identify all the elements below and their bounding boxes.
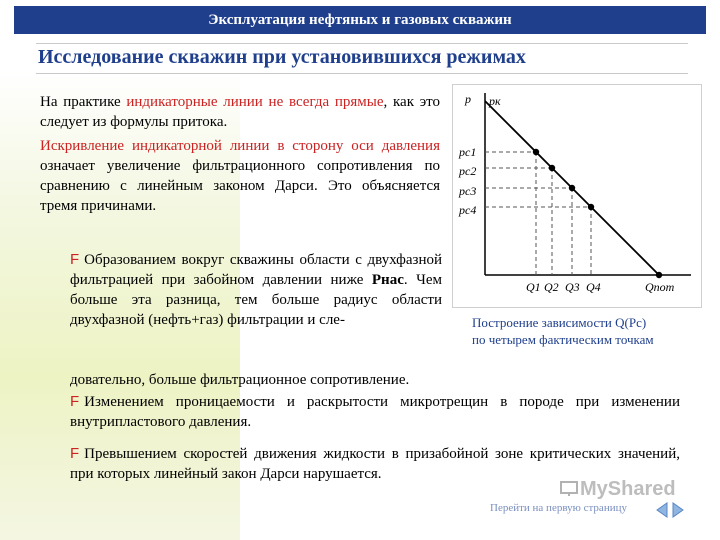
paragraph-curvature: [40, 136, 440, 216]
point-2: [549, 165, 555, 171]
label-q1: Q1: [526, 280, 541, 294]
point-1: [533, 149, 539, 155]
caption-line-2: по четырем фактическим точкам: [472, 332, 654, 347]
nav-arrows: [655, 500, 685, 520]
label-p-axis: p: [465, 92, 471, 106]
back-arrow-icon[interactable]: [657, 503, 667, 517]
first-page-link[interactable]: Перейти на первую страницу: [490, 502, 627, 514]
point-3: [569, 185, 575, 191]
slideshow-logo-icon: [560, 481, 578, 497]
bullet-marker: F: [70, 251, 80, 268]
bullet-marker: F: [70, 393, 80, 410]
bullet-permeability: [70, 392, 680, 432]
forward-arrow-icon[interactable]: [673, 503, 683, 517]
label-q4: Q4: [586, 280, 601, 294]
slide-title: Исследование скважин при установившихся режимах: [38, 46, 526, 68]
label-qpot: Qпот: [645, 280, 675, 294]
indicator-diagram: [452, 84, 702, 308]
label-pc2: pc2: [459, 164, 477, 178]
p4-text: Изменением проницаемости и раскрытости микротрещин в породе при изменении внутрипластового давления.: [70, 394, 680, 430]
label-q3: Q3: [565, 280, 580, 294]
p2-highlight: Искривление индикаторной линии в сторону оси давления: [40, 138, 440, 154]
p5-text: Превышением скоростей движения жидкости в призабойной зоне критических значений, при которых линейный закон Дарси нарушается.: [70, 446, 680, 482]
guide-lines: [485, 152, 591, 275]
p3-text-a: Образованием вокруг скважины области с двухфазной фильтрацией при забойном давлении ниже: [70, 252, 442, 288]
diagram-caption: [472, 314, 702, 348]
watermark-text: MyShared: [580, 478, 676, 500]
watermark-logo: [560, 478, 676, 501]
label-pc1: pc1: [459, 145, 477, 159]
p1-text-b: , как это следует из формулы притока.: [40, 94, 440, 130]
point-4: [588, 204, 594, 210]
header-title: Эксплуатация нефтяных и газовых скважин: [208, 12, 512, 28]
p2-text: означает увеличение фильтрационного сопротивления по сравнению с линейным законом Дарси. Это объясняется тремя причинами.: [40, 158, 440, 214]
p3-continuation: довательно, больше фильтрационное сопротивление.: [70, 372, 410, 388]
point-qpot: [656, 272, 662, 278]
bullet-marker: F: [70, 445, 80, 462]
p3-text-b: . Чем больше эта разница, тем больше радиус области двухфазной (нефть+газ) фильтрации и сле-: [70, 272, 442, 328]
label-pc4: pc4: [459, 203, 477, 217]
title-rule-top: [36, 43, 688, 44]
bullet-two-phase: [70, 250, 442, 330]
indicator-diagram-svg: [453, 85, 701, 307]
label-q2: Q2: [544, 280, 559, 294]
caption-line-1: Построение зависимости Q(Pc): [472, 315, 647, 330]
paragraph-intro: [40, 92, 440, 132]
header-bar: [14, 6, 706, 34]
bullet-two-phase-continuation: [70, 370, 680, 390]
label-pk: pк: [489, 94, 501, 108]
p1-text-a: На практике: [40, 94, 127, 110]
title-rule-bottom: [36, 73, 688, 74]
p1-highlight: индикаторные линии не всегда прямые: [126, 94, 384, 110]
p3-bold: Рнас: [371, 272, 404, 288]
label-pc3: pc3: [459, 184, 477, 198]
